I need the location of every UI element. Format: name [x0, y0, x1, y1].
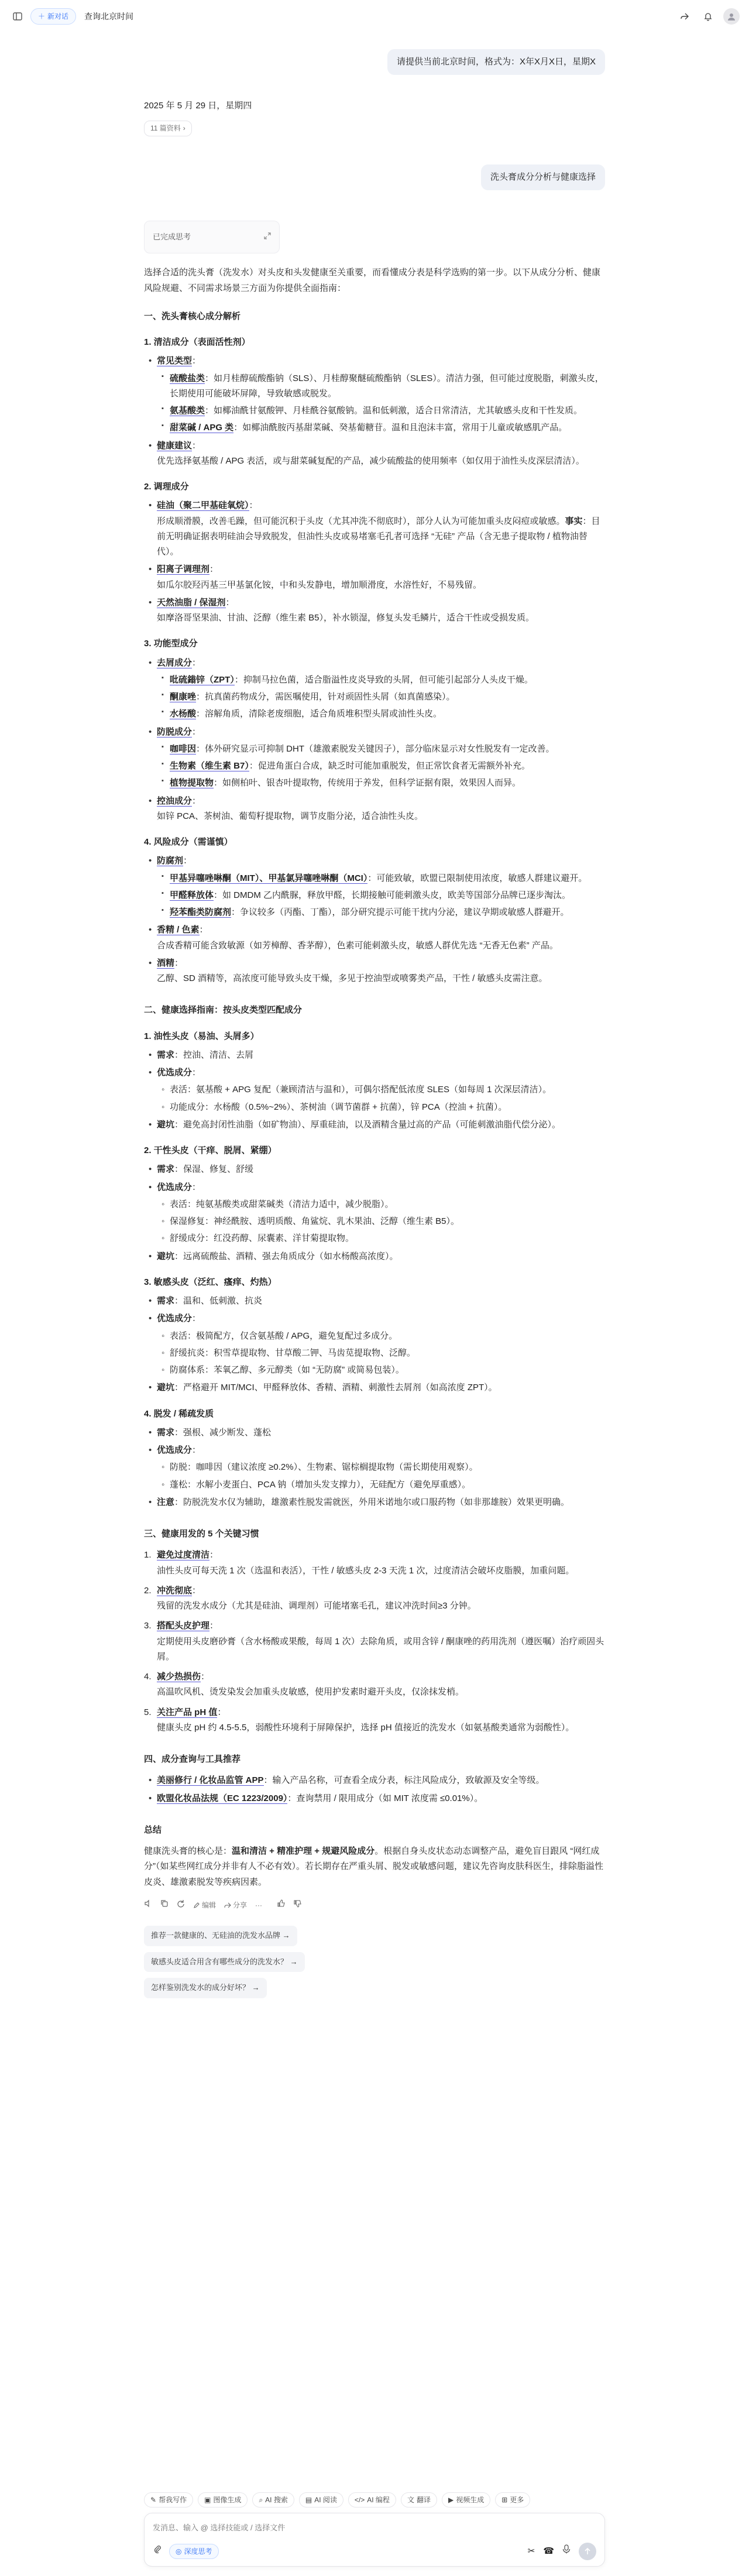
list-item: ◦ 舒缓成分：红没药醇、尿囊素、洋甘菊提取物。: [170, 1231, 605, 1246]
item-key: 需求: [157, 1296, 175, 1306]
share-button[interactable]: [224, 1899, 247, 1912]
message-input[interactable]: [153, 2523, 596, 2532]
item-key: 硫酸盐类: [170, 373, 205, 383]
summary-title: 总结: [144, 1824, 162, 1835]
item-heading: 健康建议: [157, 440, 193, 451]
item-key: 避坑: [157, 1383, 175, 1393]
ai-answer-date: 2025 年 5 月 29 日，星期四: [144, 101, 252, 111]
item-text: 油性头皮可每天洗 1 次（选温和表活），干性 / 敏感头皮 2-3 天洗 1 次，过度清洁会破坏皮脂膜，加重问题。: [157, 1565, 575, 1576]
summary-text: 。根据自身头皮状态动态调整产品，避免盲目跟风 “网红成分”（如某些网红成分并非有人不必有效）。若长期存在严重头屑、脱发或敏感问题，建议先咨询皮肤科医生，排除脂溢性皮炎、雄激素脱发等疾病因素。: [144, 1846, 604, 1887]
item-text: ：保湿、修复、舒缓: [174, 1164, 254, 1175]
tool-writing[interactable]: [144, 2492, 193, 2508]
item-key: 避坑: [157, 1251, 175, 1261]
item-key: 水杨酸: [170, 709, 197, 719]
user-message-text: 请提供当前北京时间，格式为：X年X月X日，星期X: [387, 49, 605, 75]
intro-paragraph: 选择合适的洗头膏（洗发水）对头皮和头发健康至关重要，而看懂成分表是科学选购的第一步。以下从成分分析、健康风险规避、不同需求场景三方面为你提供全面指南：: [144, 267, 601, 293]
item-text: ：控油、清洁、去屑: [174, 1049, 254, 1060]
edit-button[interactable]: [193, 1899, 216, 1912]
item-text: ：温和、低刺激、抗炎: [174, 1296, 263, 1306]
list-item: 2. 冲洗彻底： 残留的洗发水成分（尤其是硅油、调理剂）可能堵塞毛孔，建议冲洗时间≥3 分钟。: [144, 1585, 476, 1611]
item-key: 搭配头皮护理: [157, 1621, 210, 1631]
item-text: 定期使用头皮磨砂膏（含水杨酸或果酸，每周 1 次）去除角质，或用含锌 / 酮康唑的药用洗剂（遵医嘱）治疗顽固头屑。: [157, 1636, 604, 1662]
top-bar: [0, 0, 749, 33]
chevron-right-icon: ›: [183, 124, 185, 133]
item-text: ：可能致敏，欧盟已限制使用浓度，敏感人群建议避开。: [367, 873, 587, 883]
item-key: 咖啡因: [170, 743, 197, 754]
item-text: ：查询禁用 / 限用成分（如 MIT 浓度需 ≤0.01%）。: [287, 1793, 483, 1803]
tool-translate[interactable]: [401, 2492, 437, 2508]
item-text: ：争议较多（丙酯、丁酯），部分研究提示可能干扰内分泌，建议孕期或敏感人群避开。: [231, 907, 569, 917]
item-text: ：远离硫酸盐、酒精、强去角质成分（如水杨酸高浓度）。: [174, 1251, 398, 1261]
item-text: ：如月桂醇硫酸酯钠（SLS）、月桂醇聚醚硫酸酯钠（SLES）。清洁力强，但可能过度脱脂，刺激头皮，长期使用可能破坏屏障，导致敏感或脱发。: [170, 373, 604, 399]
video-icon: ▶: [448, 2495, 454, 2504]
suggestion-chip[interactable]: 怎样鉴别洗发水的成分好坏？ →: [144, 1978, 267, 1998]
summary-text: 健康洗头膏的核心是：: [144, 1846, 232, 1856]
pen-icon: ✎: [150, 2495, 157, 2504]
copy-icon[interactable]: [160, 1899, 169, 1912]
tool-label: 视频生成: [456, 2495, 485, 2504]
tool-video[interactable]: [442, 2492, 490, 2508]
deep-thinking-toggle[interactable]: [169, 2544, 219, 2559]
image-icon: ▣: [204, 2495, 211, 2504]
avatar[interactable]: [723, 8, 740, 25]
item-text: 健康头皮 pH 约 4.5-5.5，弱酸性环境利于屏障保护，选择 pH 值接近的洗发水（如氨基酸类通常为弱酸性）。: [157, 1722, 575, 1733]
list-item: ◦ 保湿修复：神经酰胺、透明质酸、角鲨烷、乳木果油、泛醇（维生素 B5）。: [170, 1214, 605, 1229]
tool-code[interactable]: [348, 2492, 396, 2508]
section-title: 一、洗头膏核心成分解析: [144, 311, 241, 321]
item-key: 需求: [157, 1049, 175, 1060]
thumbs-up-icon[interactable]: [277, 1899, 286, 1912]
conversation-title: 查询北京时间: [84, 11, 134, 21]
thinking-label: 已完成思考: [153, 232, 191, 241]
list-item: ◦ 功能成分：水杨酸（0.5%~2%）、茶树油（调节菌群 + 抗菌），锌 PCA（控油 + 抗菌）。: [170, 1100, 605, 1115]
tool-label: 帮我写作: [159, 2495, 187, 2504]
item-key: 避坑: [157, 1119, 175, 1130]
new-chat-label: 新对话: [47, 12, 69, 20]
item-text: ：如 DMDM 乙内酰脲，释放甲醛，长期接触可能刺激头皮，欧美等国部分品牌已逐步淘汰。: [214, 890, 571, 900]
new-chat-button[interactable]: [30, 8, 76, 25]
suggestion-chip[interactable]: 敏感头皮适合用含有哪些成分的洗发水？ →: [144, 1952, 305, 1973]
item-key: 需求: [157, 1164, 175, 1175]
item-heading: 硅油（聚二甲基硅氧烷）: [157, 500, 249, 511]
share-icon[interactable]: [676, 8, 693, 25]
item-text: ：抗真菌药物成分，需医嘱使用，针对顽固性头屑（如真菌感染）。: [196, 692, 455, 702]
item-text: 形成顺滑膜，改善毛躁，但可能沉积于头皮（尤其冲洗不彻底时），部分人认为可能加重头皮闷痘或敏感。: [157, 516, 565, 526]
item-heading: 防脱成分: [157, 726, 193, 737]
item-key: 欧盟化妆品法规（EC 1223/2009）: [157, 1793, 288, 1803]
tool-read[interactable]: [299, 2492, 343, 2508]
message-actions: [144, 1899, 605, 1912]
item-key: 事实: [565, 516, 583, 526]
item-key: 优选成分: [157, 1068, 193, 1078]
list-item: 1. 避免过度清洁： 油性头皮可每天洗 1 次（选温和表活），干性 / 敏感头皮 2-3 天洗 1 次，过度清洁会破坏皮脂膜，加重问题。: [144, 1550, 575, 1576]
tool-label: AI 编程: [367, 2495, 390, 2504]
item-text: ：如椰油酰甘氨酸钾、月桂酰谷氨酸钠。温和低刺激，适合日常清洁，尤其敏感头皮和干性发质。: [205, 406, 583, 416]
more-icon[interactable]: ···: [255, 1901, 263, 1909]
subsection-title: 4. 风险成分（需谨慎）: [144, 837, 233, 847]
item-text: 乙醇、SD 酒精等，高浓度可能导致头皮干燥，多见于控油型或喷雾类产品，干性 / 敏感头皮需注意。: [157, 973, 548, 983]
suggestions: [144, 1920, 605, 1998]
tool-label: 翻译: [416, 2495, 431, 2504]
list-item: 3. 搭配头皮护理： 定期使用头皮磨砂膏（含水杨酸或果酸，每周 1 次）去除角质，或用含锌 / 酮康唑的药用洗剂（遵医嘱）治疗顽固头屑。: [144, 1621, 604, 1662]
tool-label: 图像生成: [213, 2495, 242, 2504]
item-text: 如瓜尔胶羟丙基三甲基氯化铵，中和头发静电，增加顺滑度，水溶性好，不易残留。: [157, 579, 482, 590]
list-item: ◦ 蓬松：水解小麦蛋白、PCA 钠（增加头发支撑力），无硅配方（避免厚重感）。: [170, 1477, 605, 1493]
message-composer: [144, 2513, 605, 2567]
item-text: 如锌 PCA、茶树油、葡萄籽提取物，调节皮脂分泌，适合油性头皮。: [157, 811, 424, 821]
item-key: 甜菜碱 / APG 类: [170, 423, 234, 433]
list-item: ◦ 防脱：咖啡因（建议浓度 ≥0.2%）、生物素、锯棕榈提取物（需长期使用观察）。: [170, 1460, 605, 1475]
item-heading: 香精 / 色素: [157, 925, 200, 935]
item-key: 避免过度清洁: [157, 1550, 210, 1560]
item-text: ：促进角蛋白合成，缺乏时可能加重脱发，但正常饮食者无需额外补充。: [249, 761, 530, 771]
item-text: 残留的洗发水成分（尤其是硅油、调理剂）可能堵塞毛孔，建议冲洗时间≥3 分钟。: [157, 1601, 476, 1611]
phone-icon[interactable]: ☎: [543, 2546, 554, 2556]
summary-paragraph: [144, 1844, 605, 1890]
item-text: ：溶解角质，清除老废细胞，适合角质堆积型头屑或油性头皮。: [196, 709, 442, 719]
item-key: 美丽修行 / 化妆品监管 APP: [157, 1775, 264, 1786]
item-heading: 酒精: [157, 958, 175, 968]
subsection-title: 4. 脱发 / 稀疏发质: [144, 1408, 214, 1419]
item-key: 关注产品 pH 值: [157, 1707, 218, 1717]
sidebar-toggle-icon[interactable]: [9, 8, 26, 25]
item-text: ：如侧柏叶、银杏叶提取物，传统用于养发，但科学证据有限，效果因人而异。: [214, 778, 521, 788]
item-key: 氨基酸类: [170, 406, 205, 416]
scissors-icon[interactable]: ✂: [527, 2546, 535, 2556]
share-label: 分享: [233, 1901, 248, 1909]
item-heading: 阳离子调理剂: [157, 564, 210, 575]
brain-icon: ◎: [176, 2547, 182, 2556]
share-arrow-icon: [224, 1902, 231, 1909]
list-item: ◦ 表活：极简配方，仅含氨基酸 / APG，避免复配过多成分。: [170, 1329, 605, 1344]
item-key: 生物素（维生素 B7）: [170, 761, 249, 771]
item-key: 酮康唑: [170, 692, 197, 702]
user-message-text: 洗头膏成分分析与健康选择: [481, 164, 605, 190]
item-key: 注意: [157, 1497, 175, 1507]
ai-message: 已完成思考 选择合适的洗头膏（洗发水）对头皮和头发健康至关重要，而看懂成分表是科学选购的第一步。以下从成分分析、健康风险规避、不同需求场景三方面为你提供全面指南： 一、洗头膏核心成分解析 1. 清洁成分（表面活性剂） • 常见类型： ▪ 硫酸盐类：如月桂醇硫酸酯钠（SLS）、月桂醇聚醚硫酸酯钠（SLES）。清洁力强，但可能过度脱脂，刺激头皮，长期使用可能破坏屏障，导致敏感或脱发。 ▪ 氨基酸类：如椰油酰甘氨酸钾、月桂酰谷氨酸钠。温和低刺激，适合日常清洁，尤其敏感头皮和干性发质。 ▪ 甜菜碱 / APG 类：如椰油酰胺丙基甜菜碱、癸基葡糖苷。温和且泡沫丰富，常用于儿童或敏感肌产品。 • 健康建议： 优先选择氨基酸 / APG 表活，或与甜菜碱复配的产品，减少硫酸盐的使用频率（如仅用于油性头皮深层清洁）。 2. 调理成分 • 硅油（聚二甲基硅氧烷）： 形成顺滑膜，改善毛躁，但可能沉积于头皮（尤其冲洗不彻底时），部分人认为可能加重头皮闷痘或敏感。事实：目前无明确证据表明硅油会导致脱发，但油性头皮或易堵塞毛孔者可选择 “无硅” 产品（含无患子提取物 / 植物油替代）。 • 阳离子调理剂： 如瓜尔胶羟丙基三甲基氯化铵，中和头发静电，增加顺滑度，水溶性好，不易残留。 • 天然油脂 / 保湿剂： 如摩洛哥坚果油、甘油、泛醇（维生素 B5），补水锁湿，修复头发毛鳞片，适合干性或受损发质。 3. 功能型成分 • 去屑成分： ▪ 吡硫鎓锌（ZPT）：抑制马拉色菌，适合脂溢性皮炎导致的头屑，但可能引起部分人头皮干燥。 ▪ 酮康唑：抗真菌药物成分，需医嘱使用，针对顽固性头屑（如真菌感染）。 ▪ 水杨酸：溶解角质，清除老废细胞，适合角质堆积型头屑或油性头皮。 • 防脱成分： ▪ 咖啡因：体外研究显示可抑制 DHT（雄激素脱发关键因子），部分临床显示对女性脱发有一定改善。 ▪ 生物素（维生素 B7）：促进角蛋白合成，缺乏时可能加重脱发，但正常饮食者无需额外补充。 ▪ 植物提取物：如侧柏叶、银杏叶提取物，传统用于养发，但科学证据有限，效果因人而异。 • 控油成分： 如锌 PCA、茶树油、葡萄籽提取物，调节皮脂分泌，适合油性头皮。 4. 风险成分（需谨慎） • 防腐剂： ▪ 甲基异噻唑啉酮（MIT）、甲基氯异噻唑啉酮（MCI）：可能致敏，欧盟已限制使用浓度，敏感人群建议避开。 ▪ 甲醛释放体：如 DMDM 乙内酰脲，释放甲醛，长期接触可能刺激头皮，欧美等国部分品牌已逐步淘汰。 ▪ 羟苯酯类防腐剂：争议较多（丙酯、丁酯），部分研究提示可能干扰内分泌，建议孕期或敏感人群避开。 • 香精 / 色素： 合成香精可能含致敏源（如芳樟醇、香茅醇），色素可能刺激头皮，敏感人群优先选 “无香无色素” 产品。 • 酒精： 乙醇、SD 酒精等，高浓度可能导致头皮干燥，多见于控油型或喷雾类产品，干性 / 敏感头皮需注意。 二、健康选择指南：按头皮类型匹配成分 1. 油性头皮（易油、头屑多） • 需求：控油、清洁、去屑 • 优选成分： ◦ 表活：氨基酸 + APG 复配（兼顾清洁与温和），可偶尔搭配低浓度 SLES（如每周 1 次深层清洁）。 ◦ 功能成分：水杨酸（0.5%~2%）、茶树油（调节菌群 + 抗菌），锌 PCA（控油 + 抗菌）。 • 避坑：避免高封闭性油脂（如矿物油）、厚重硅油，以及酒精含量过高的产品（可能刺激油脂代偿分泌）。 2. 干性头皮（干痒、脱屑、紧绷） • 需求：保湿、修复、舒缓 • 优选成分： ◦ 表活：纯氨基酸类或甜菜碱类（清洁力适中，减少脱脂）。 ◦ 保湿修复：神经酰胺、透明质酸、角鲨烷、乳木果油、泛醇（维生素 B5）。 ◦ 舒缓成分：红没药醇、尿囊素、洋甘菊提取物。 • 避坑：远离硫酸盐、酒精、强去角质成分（如水杨酸高浓度）。 3. 敏感头皮（泛红、瘙痒、灼热） • 需求：温和、低刺激、抗炎 • 优选成分： ◦ 表活：极简配方，仅含氨基酸 / APG，避免复配过多成分。 ◦ 舒缓抗炎：积雪草提取物、甘草酸二钾、马齿苋提取物、泛醇。 ◦ 防腐体系：苯氧乙醇、多元醇类（如 “无防腐” 或简易包装）。 • 避坑：严格避开 MIT/MCI、甲醛释放体、香精、酒精、刺激性去屑剂（如高浓度 ZPT）。 4. 脱发 / 稀疏发质 • 需求：强根、减少断发、蓬松 • 优选成分： ◦ 防脱：咖啡因（建议浓度 ≥0.2%）、生物素、锯棕榈提取物（需长期使用观察）。 ◦ 蓬松：水解小麦蛋白、PCA 钠（增加头发支撑力），无硅配方（避免厚重感）。 • 注意：防脱洗发水仅为辅助，雄激素性脱发需就医，外用米诺地尔或口服药物（如非那雄胺）效果更明确。 三、健康用发的 5 个关键习惯 1. 避免过度清洁： 油性头皮可每天洗 1 次（选温和表活），干性 / 敏感头皮 2-3 天洗 1 次，过度清洁会破坏皮脂膜，加重问题。 2. 冲洗彻底： 残留的洗发水成分（尤其是硅油、调理剂）可能堵塞毛孔，建议冲洗时间≥3 分钟。 3. 搭配头皮护理： 定期使用头皮磨砂膏（含水杨酸或果酸，每周 1 次）去除角质，或用含锌 / 酮康唑的药用洗剂（遵医嘱）治疗顽固头屑。 4. 减少热损伤： 高温吹风机、烫发染发会加重头皮敏感，使用护发素时避开头皮，仅涂抹发梢。 5. 关注产品 pH 值： 健康头皮 pH 约 4.5-5.5，弱酸性环境利于屏障保护，选择 pH 值接近的洗发水（如氨基酸类通常为弱酸性）。 四、成分查询与工具推荐 • 美丽修行 / 化妆品监管 APP：输入产品名称，可查看全成分表，标注风险成分，致敏源及安全等级。 • 欧盟化妆品法规（EC 1223/2009）：查询禁用 / 限用成分（如 MIT 浓度需 ≤0.01%）。 总结 健康洗头膏的核心是：温和清洁 + 精准护理 + 规避风险成分。根据自身头皮状态动态调整产品，避免盲目跟风 “网红成分”（如某些网红成分并非有人不必有效）。若长期存在严重头屑、脱发或敏感问题，建议先咨询皮肤科医生，排除脂溢性皮炎、雄激素脱发等疾病因素。 编辑 分享 ··· 推荐一款健康的、无硅油的洗发水品牌 → 敏感头皮适合用含有哪些成分的洗发水？ → 怎样鉴别洗发水的成分好坏？ →: [144, 221, 605, 1998]
item-key: 羟苯酯类防腐剂: [170, 907, 232, 917]
user-message: [144, 164, 605, 190]
ai-message: [144, 98, 605, 136]
thinking-box[interactable]: [144, 221, 280, 253]
item-text: ：目前无明确证据表明硅油会导致脱发，但油性头皮或易堵塞毛孔者可选择 “无硅” 产品（含无患子提取物 / 植物油替代）。: [157, 516, 600, 557]
code-icon: </>: [354, 2495, 365, 2504]
subsection-title: 3. 敏感头皮（泛红、瘙痒、灼热）: [144, 1277, 277, 1287]
chat-thread: [144, 41, 605, 1998]
subsection-title: 2. 调理成分: [144, 482, 189, 492]
list-item: 4. 减少热损伤： 高温吹风机、烫发染发会加重头皮敏感，使用护发素时避开头皮，仅涂抹发梢。: [144, 1672, 465, 1697]
subsection-title: 1. 清洁成分（表面活性剂）: [144, 337, 250, 347]
item-heading: 去屑成分: [157, 657, 193, 668]
list-item: ◦ 表活：纯氨基酸类或甜菜碱类（清洁力适中，减少脱脂）。: [170, 1197, 605, 1212]
list-item: ◦ 舒缓抗炎：积雪草提取物、甘草酸二钾、马齿苋提取物、泛醇。: [170, 1346, 605, 1361]
item-text: 高温吹风机、烫发染发会加重头皮敏感，使用护发素时避开头皮，仅涂抹发梢。: [157, 1687, 465, 1697]
subsection-title: 3. 功能型成分: [144, 639, 198, 649]
item-key: 甲醛释放体: [170, 890, 214, 900]
item-key: 吡硫鎓锌（ZPT）: [170, 674, 235, 685]
references-label: 11 篇资料: [150, 124, 181, 133]
regenerate-icon[interactable]: [177, 1899, 185, 1912]
item-text: ：如椰油酰胺丙基甜菜碱、癸基葡糖苷。温和且泡沫丰富，常用于儿童或敏感肌产品。: [233, 423, 568, 433]
item-key: 优选成分: [157, 1445, 193, 1455]
translate-icon: 文: [407, 2495, 414, 2504]
item-heading: 常见类型: [157, 356, 193, 366]
item-key: 冲洗彻底: [157, 1585, 193, 1596]
edit-label: 编辑: [202, 1901, 217, 1909]
subsection-title: 1. 油性头皮（易油、头屑多）: [144, 1031, 259, 1041]
item-heading: 天然油脂 / 保湿剂: [157, 597, 226, 608]
item-key: 优选成分: [157, 1313, 193, 1324]
arrow-up-icon: [584, 2548, 591, 2555]
tool-search[interactable]: [252, 2492, 294, 2508]
item-text: 合成香精可能含致敏源（如芳樟醇、香茅醇），色素可能刺激头皮，敏感人群优先选 “无香无色素” 产品。: [157, 940, 558, 951]
book-icon: ▤: [305, 2495, 312, 2504]
item-text: ：体外研究显示可抑制 DHT（雄激素脱发关键因子），部分临床显示对女性脱发有一定改善。: [196, 743, 555, 754]
deep-thinking-label: 深度思考: [184, 2547, 212, 2556]
tool-label: AI 阅读: [314, 2495, 337, 2504]
item-key: 减少热损伤: [157, 1672, 201, 1682]
item-key: 甲基异噻唑啉酮（MIT）、甲基氯异噻唑啉酮（MCI）: [170, 873, 368, 883]
grid-icon: ⊞: [501, 2495, 508, 2504]
section-title: 四、成分查询与工具推荐: [144, 1754, 241, 1764]
item-text: ：严格避开 MIT/MCI、甲醛释放体、香精、酒精、刺激性去屑剂（如高浓度 ZPT）。: [174, 1383, 497, 1393]
speaker-icon[interactable]: [144, 1899, 152, 1912]
list-item: ◦ 表活：氨基酸 + APG 复配（兼顾清洁与温和），可偶尔搭配低浓度 SLES（如每周 1 次深层清洁）。: [170, 1082, 605, 1097]
tool-image[interactable]: [198, 2492, 248, 2508]
item-heading: 控油成分: [157, 795, 193, 806]
thumbs-down-icon[interactable]: [294, 1899, 302, 1912]
section-title: 三、健康用发的 5 个关键习惯: [144, 1529, 259, 1539]
tool-bar: [144, 2492, 605, 2508]
attachment-icon[interactable]: [153, 2544, 162, 2559]
tool-more[interactable]: [495, 2492, 530, 2508]
list-item: 5. 关注产品 pH 值： 健康头皮 pH 约 4.5-5.5，弱酸性环境利于屏障保护，选择 pH 值接近的洗发水（如氨基酸类通常为弱酸性）。: [144, 1707, 575, 1733]
section-title: 二、健康选择指南：按头皮类型匹配成分: [144, 1005, 303, 1016]
item-text: 优先选择氨基酸 / APG 表活，或与甜菜碱复配的产品，减少硫酸盐的使用频率（如仅用于油性头皮深层清洁）。: [157, 455, 585, 466]
expand-icon[interactable]: [264, 231, 271, 244]
plus-icon: ＋: [38, 12, 46, 20]
list-item: ◦ 防腐体系：苯氧乙醇、多元醇类（如 “无防腐” 或简易包装）。: [170, 1363, 605, 1378]
item-key: 植物提取物: [170, 778, 214, 788]
pencil-icon: [193, 1902, 200, 1909]
item-text: ：防脱洗发水仅为辅助，雄激素性脱发需就医，外用米诺地尔或口服药物（如非那雄胺）效果更明确。: [174, 1497, 570, 1507]
suggestion-chip[interactable]: 推荐一款健康的、无硅油的洗发水品牌 →: [144, 1926, 297, 1946]
summary-emphasis: 温和清洁 + 精准护理 + 规避风险成分: [232, 1846, 375, 1856]
references-chip[interactable]: [144, 121, 192, 136]
search-icon: ⌕: [259, 2495, 263, 2504]
bell-icon[interactable]: [700, 8, 716, 25]
microphone-icon[interactable]: [562, 2544, 571, 2559]
item-key: 需求: [157, 1427, 175, 1438]
send-button[interactable]: [579, 2543, 596, 2560]
tool-label: AI 搜索: [265, 2495, 288, 2504]
item-text: ：输入产品名称，可查看全成分表，标注风险成分，致敏源及安全等级。: [263, 1775, 545, 1786]
user-message: [144, 49, 605, 75]
item-text: ：抑制马拉色菌，适合脂溢性皮炎导致的头屑，但可能引起部分人头皮干燥。: [234, 674, 533, 685]
tool-label: 更多: [510, 2495, 524, 2504]
subsection-title: 2. 干性头皮（干痒、脱屑、紧绷）: [144, 1145, 277, 1155]
item-key: 优选成分: [157, 1182, 193, 1192]
item-text: 如摩洛哥坚果油、甘油、泛醇（维生素 B5），补水锁湿，修复头发毛鳞片，适合干性或受损发质。: [157, 613, 535, 623]
item-text: ：强根、减少断发、蓬松: [174, 1427, 272, 1438]
item-text: ：避免高封闭性油脂（如矿物油）、厚重硅油，以及酒精含量过高的产品（可能刺激油脂代偿分泌）。: [174, 1119, 561, 1130]
item-heading: 防腐剂: [157, 856, 184, 866]
